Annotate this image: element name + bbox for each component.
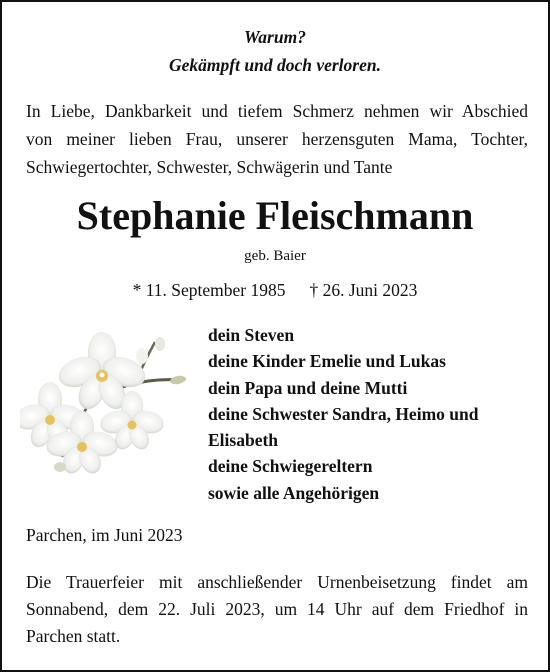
life-dates [2, 278, 548, 302]
maiden-name: geb. Baier [244, 248, 306, 264]
death-date: † 26. Juni 2023 [309, 280, 418, 300]
intro-line: In Liebe, Dankbarkeit und tiefem Schmerz nehmen wir Abschied [26, 101, 528, 121]
ceremony-line: Parchen statt. [26, 626, 121, 646]
mourners-list [208, 322, 528, 506]
mourner-line: dein Steven [208, 325, 295, 345]
place-and-date: Parchen, im Juni 2023 [26, 525, 183, 545]
intro-line: von meiner lieben Frau, unserer herzensguten Mama, Tochter, [26, 129, 528, 149]
mourner-line: deine Schwiegereltern [208, 456, 373, 477]
mourner-line: dein Papa und deine Mutti [208, 377, 408, 398]
deceased-name: Stephanie Fleischmann [76, 193, 474, 238]
mourner-line: deine Schwester Sandra, Heimo und [208, 403, 479, 424]
mourner-line: sowie alle Angehörigen [208, 482, 380, 503]
ceremony-line: Die Trauerfeier mit anschließender Urnenbeisetzung findet am [26, 572, 528, 592]
ceremony-info [26, 569, 528, 650]
intro-text [26, 97, 528, 181]
mourner-line: Elisabeth [208, 430, 279, 451]
quote-line-1: Warum? [244, 27, 306, 47]
white-orchid-flower-icon [20, 332, 195, 482]
intro-line: Schwiegertochter, Schwester, Schwägerin und Tante [26, 157, 393, 177]
mourner-line: deine Kinder Emelie und Lukas [208, 351, 446, 372]
ceremony-line: Sonnabend, dem 22. Juli 2023, um 14 Uhr auf dem Friedhof in [26, 599, 528, 619]
quote-line-2: Gekämpft und doch verloren. [169, 55, 381, 75]
birth-date: * 11. September 1985 [132, 280, 286, 300]
